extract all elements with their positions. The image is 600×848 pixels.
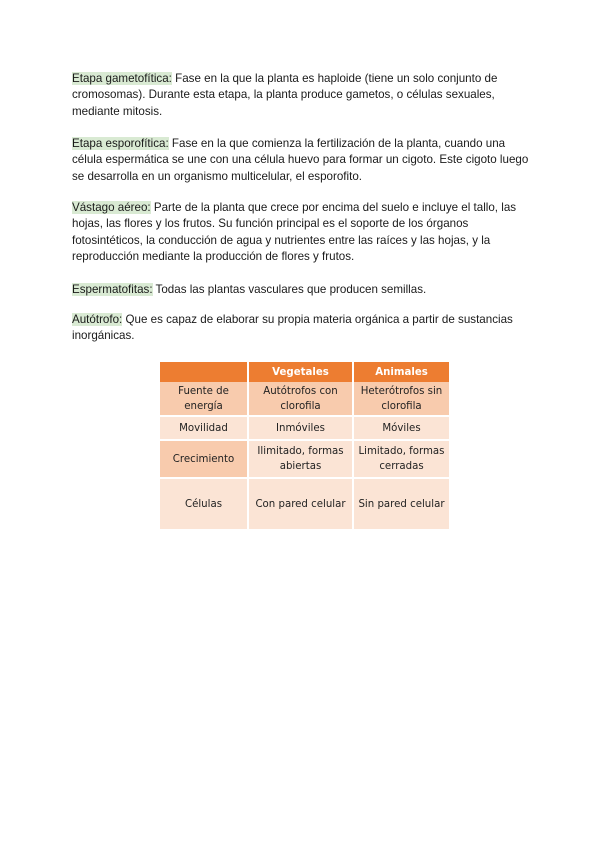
table-row <box>160 478 450 530</box>
definition-term: Autótrofo: <box>72 313 123 326</box>
table-cell: Células <box>160 478 248 530</box>
definition-term: Espermatofitas: <box>72 283 153 296</box>
table-cell: Autótrofos con clorofila <box>248 382 353 416</box>
definition-text: Todas las plantas vasculares que producen semillas. <box>152 283 427 296</box>
definition-term: Etapa gametofítica: <box>72 72 172 85</box>
definition-text: Que es capaz de elaborar su propia materia orgánica a partir de sustancias inorgánicas. <box>72 313 513 343</box>
table-cell: Con pared celular <box>248 478 353 530</box>
definition-term: Etapa esporofítica: <box>72 137 169 150</box>
table-cell: Fuente de energía <box>160 382 248 416</box>
table-cell: Heterótrofos sin clorofila <box>353 382 450 416</box>
definition-gametofitica <box>72 71 532 120</box>
definition-autotrofo <box>72 312 532 345</box>
definition-term: Vástago aéreo: <box>72 201 151 214</box>
table-row <box>160 416 450 440</box>
definition-espermatofitas <box>72 282 532 298</box>
table-row <box>160 382 450 416</box>
table-header-cell: Animales <box>353 362 450 382</box>
table-cell: Ilimitado, formas abiertas <box>248 440 353 478</box>
definition-text: Fase en la que la planta es haploide (tiene un solo conjunto de cromosomas). Durante esta etapa, la planta produce gametos, o células sexuales, mediante mitosis. <box>72 72 498 118</box>
comparison-table <box>160 362 451 531</box>
table-cell: Inmóviles <box>248 416 353 440</box>
table-header-cell: Vegetales <box>248 362 353 382</box>
definition-esporofitica <box>72 136 532 185</box>
table-cell: Sin pared celular <box>353 478 450 530</box>
table-cell: Movilidad <box>160 416 248 440</box>
table-cell: Limitado, formas cerradas <box>353 440 450 478</box>
definition-text: Fase en la que comienza la fertilización de la planta, cuando una célula espermática se une con una célula huevo para formar un cigoto. Este cigoto luego se desarrolla en un organismo multicelular, el esporofito. <box>72 137 529 183</box>
definition-vastago-aereo <box>72 200 532 266</box>
table-header-row <box>160 362 450 382</box>
table-header-cell <box>160 362 248 382</box>
definition-text: Parte de la planta que crece por encima del suelo e incluye el tallo, las hojas, las flores y los frutos. Su función principal es el soporte de los órganos fotosintéticos, la conducción de agua y nutrientes entre las raíces y las hojas, y la reproducción mediante la producción de flores y frutos. <box>72 201 517 264</box>
table-row <box>160 440 450 478</box>
table-cell: Móviles <box>353 416 450 440</box>
table-cell: Crecimiento <box>160 440 248 478</box>
